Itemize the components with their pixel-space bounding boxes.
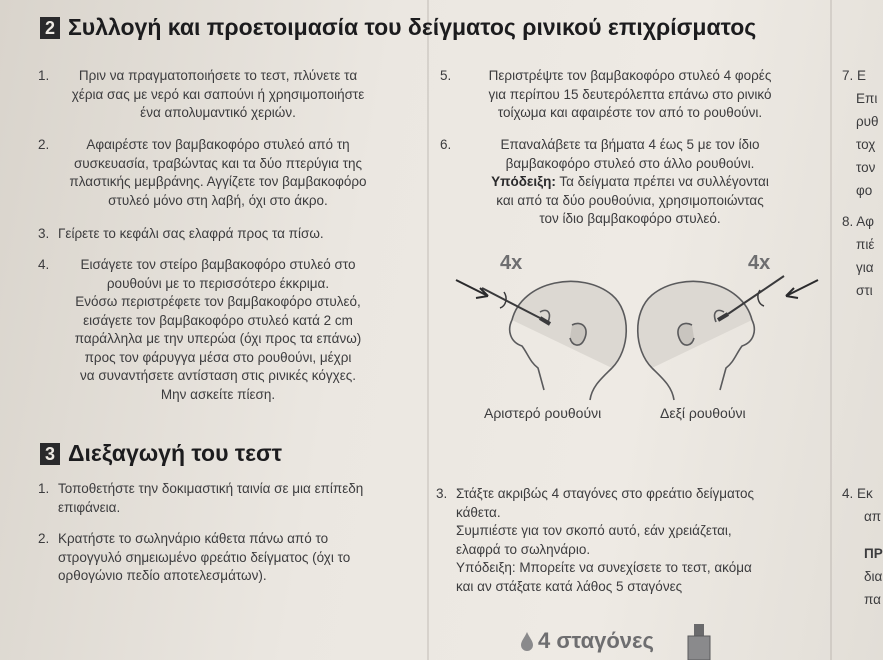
- section-2-cutoff-column: 7. Ε Επι ρυθ τοχ τον φο 8. Αφ πιέ για στι: [842, 68, 879, 298]
- step-2-1: 1. Πριν να πραγματοποιήσετε το τεστ, πλύνετε τα χέρια σας με νερό και σαπούνι ή χρησιμοποιήστε ένα απολυμαντικό χεριών.: [38, 68, 365, 120]
- step-3-3: 3. Στάξτε ακριβώς 4 σταγόνες στο φρεάτιο δείγματος κάθετα. Συμπιέστε για τον σκοπό αυτό, εάν χρειάζεται, ελαφρά το σωληνάριο. Υπόδειξη: Μπορείτε να συνεχίσετε το τεστ, ακόμα και αν στάξατε κατά λάθος 5 σταγόνες: [436, 486, 755, 594]
- sample-tube-tip: [680, 624, 720, 660]
- step-2-6: 6. Επαναλάβετε τα βήματα 4 έως 5 με τον ίδιο βαμβακοφόρο στυλεό στο άλλο ρουθούνι. Υπόδειξη: Τα δείγματα πρέπει να συλλέγονται και από τα δύο ρουθούνια, χρησιμοποιώντας τον ίδιο βαμβακοφόρο στυλεό.: [440, 137, 769, 226]
- left-nostril-caption: Αριστερό ρουθούνι: [484, 405, 602, 421]
- section-3-heading: [40, 440, 282, 467]
- hint-label: Υπόδειξη:: [491, 174, 556, 189]
- droplet-icon: [520, 631, 534, 651]
- step-2-3: 3. Γείρετε το κεφάλι σας ελαφρά προς τα πίσω.: [38, 226, 324, 241]
- right-nostril-caption: Δεξί ρουθούνι: [660, 405, 746, 421]
- nasal-swab-illustration: [452, 250, 822, 400]
- section-3-number: 3: [40, 443, 60, 465]
- section-3-cutoff-column: 4. Εκ απ ΠΡ δια πα: [842, 486, 883, 607]
- section-2-heading: [40, 14, 756, 41]
- section-2-title: Συλλογή και προετοιμασία του δείγματος ρινικού επιχρίσματος: [68, 14, 757, 40]
- step-2-4: 4. Εισάγετε τον στείρο βαμβακοφόρο στυλεό στο ρουθούνι με το περισσότερο έκκριμα. Ενόσω περιστρέφετε τον βαμβακοφόρο στυλεό, εισάγετε τον βαμβακοφόρο στυλεό κατά 2 cm παράλληλα με την υπερώα (όχι προς τα επάνω) προς τον φάρυγγα μέσα στο ρουθούνι, μέχρι να συναντήσετε αντίσταση στις ρινικές κόγχες. Μην ασκείτε πίεση.: [38, 257, 362, 402]
- left-rotation-count: 4x: [500, 252, 523, 274]
- step-2-5: 5. Περιστρέψτε τον βαμβακοφόρο στυλεό 4 φορές για περίπου 15 δευτερόλεπτα επάνω στο ρινικό τοίχωμα και αφαιρέστε τον από το ρουθούνι.: [440, 68, 772, 120]
- page-fold-right: [830, 0, 832, 660]
- page-fold-left: [427, 0, 429, 660]
- section-3-title: Διεξαγωγή του τεστ: [68, 440, 283, 466]
- right-rotation-count: 4x: [748, 252, 771, 274]
- drops-label: 4 σταγόνες: [520, 628, 654, 654]
- section-2-number: 2: [40, 17, 60, 39]
- step-2-2: 2. Αφαιρέστε τον βαμβακοφόρο στυλεό από τη συσκευασία, τραβώντας και τα δύο πτερύγια της πλαστικής μεμβράνης. Αγγίζετε τον βαμβακοφόρο στυλεό μόνο στη λαβή, όχι στο άκρο.: [38, 137, 367, 208]
- step-3-1: 1. Τοποθετήστε την δοκιμαστική ταινία σε μια επίπεδη επιφάνεια.: [38, 481, 364, 515]
- step-3-2: 2. Κρατήστε το σωληνάριο κάθετα πάνω από το στρογγυλό σημειωμένο φρεάτιο δείγματος (όχι το ορθογώνιο πεδίο αποτελεσμάτων).: [38, 531, 351, 583]
